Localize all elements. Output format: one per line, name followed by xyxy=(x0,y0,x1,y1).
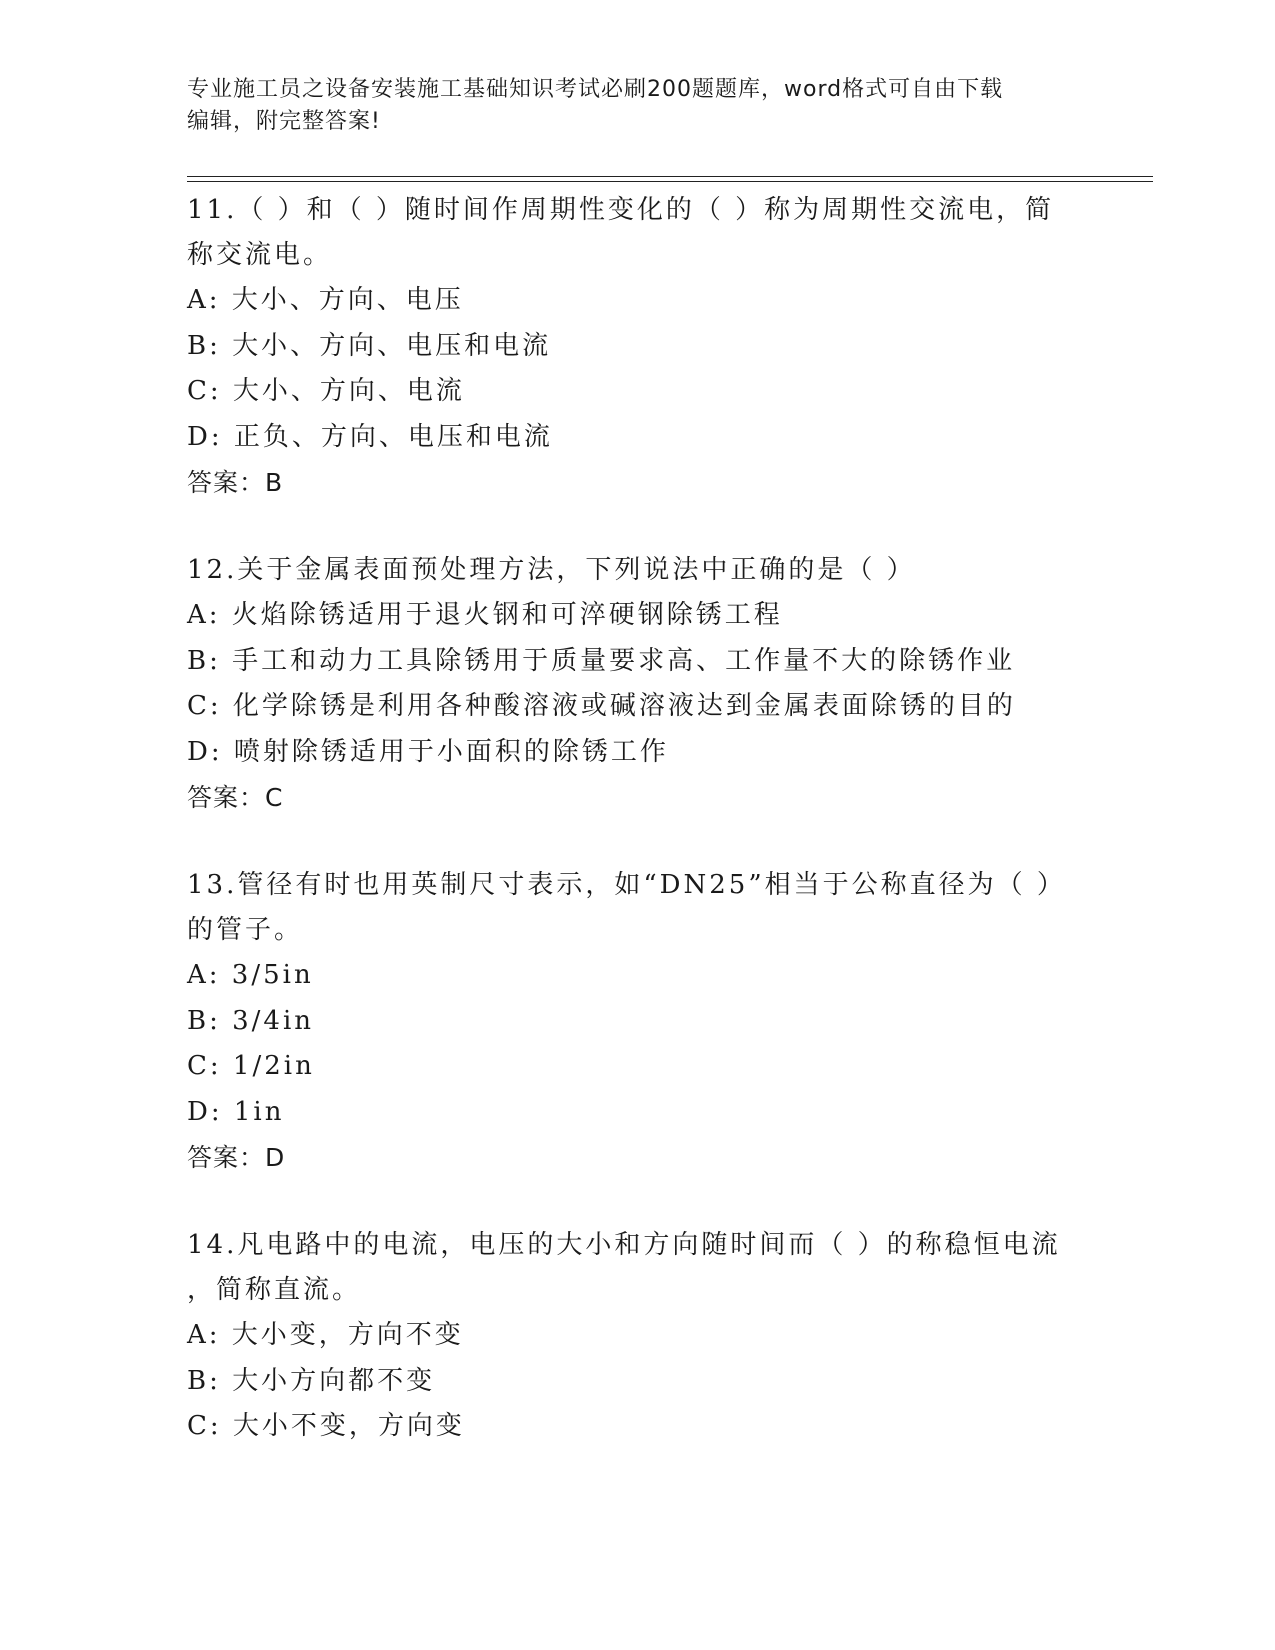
question-text: 11.（ ）和（ ）随时间作周期性变化的（ ）称为周期性交流电，简 xyxy=(187,195,1055,225)
header-line: 编辑，附完整答案! xyxy=(187,109,381,134)
question-text: ，简称直流。 xyxy=(187,1275,362,1305)
answer: 答案：B xyxy=(187,468,284,497)
option-a: A: 大小变，方向不变 xyxy=(187,1320,464,1350)
option-b: B: 大小方向都不变 xyxy=(187,1365,436,1396)
answer: 答案：C xyxy=(187,783,284,812)
question-11 xyxy=(187,188,1067,505)
option-a: A: 3/5in xyxy=(187,960,314,990)
header-divider xyxy=(187,181,1153,182)
question-text: 13.管径有时也用英制尺寸表示，如“DN25”相当于公称直径为（ ） xyxy=(187,870,1066,900)
question-14 xyxy=(187,1223,1067,1450)
header-divider xyxy=(187,176,1153,177)
document-header xyxy=(187,74,1067,138)
option-c: C: 大小、方向、电流 xyxy=(187,376,465,406)
option-d: D: 正负、方向、电压和电流 xyxy=(187,421,553,452)
option-c: C: 1/2in xyxy=(187,1051,315,1081)
question-text: 称交流电。 xyxy=(187,240,333,270)
option-a: A: 火焰除锈适用于退火钢和可淬硬钢除锈工程 xyxy=(187,600,783,630)
question-text: 14.凡电路中的电流，电压的大小和方向随时间而（ ）的称稳恒电流 xyxy=(187,1230,1061,1260)
option-b: B: 手工和动力工具除锈用于质量要求高、工作量不大的除锈作业 xyxy=(187,645,1016,676)
option-b: B: 3/4in xyxy=(187,1005,315,1036)
option-c: C: 大小不变，方向变 xyxy=(187,1411,465,1441)
option-b: B: 大小、方向、电压和电流 xyxy=(187,330,552,361)
question-text: 的管子。 xyxy=(187,915,304,945)
question-12 xyxy=(187,548,1067,820)
question-list xyxy=(187,188,1067,1493)
question-13 xyxy=(187,863,1067,1180)
header-line: 专业施工员之设备安装施工基础知识考试必刷200题题库，word格式可自由下载 xyxy=(187,77,1004,102)
question-text: 12.关于金属表面预处理方法，下列说法中正确的是（ ） xyxy=(187,555,916,585)
option-a: A: 大小、方向、电压 xyxy=(187,285,464,315)
option-d: D: 1in xyxy=(187,1096,285,1127)
option-d: D: 喷射除锈适用于小面积的除锈工作 xyxy=(187,736,669,767)
option-c: C: 化学除锈是利用各种酸溶液或碱溶液达到金属表面除锈的目的 xyxy=(187,691,1016,721)
answer: 答案：D xyxy=(187,1143,286,1172)
